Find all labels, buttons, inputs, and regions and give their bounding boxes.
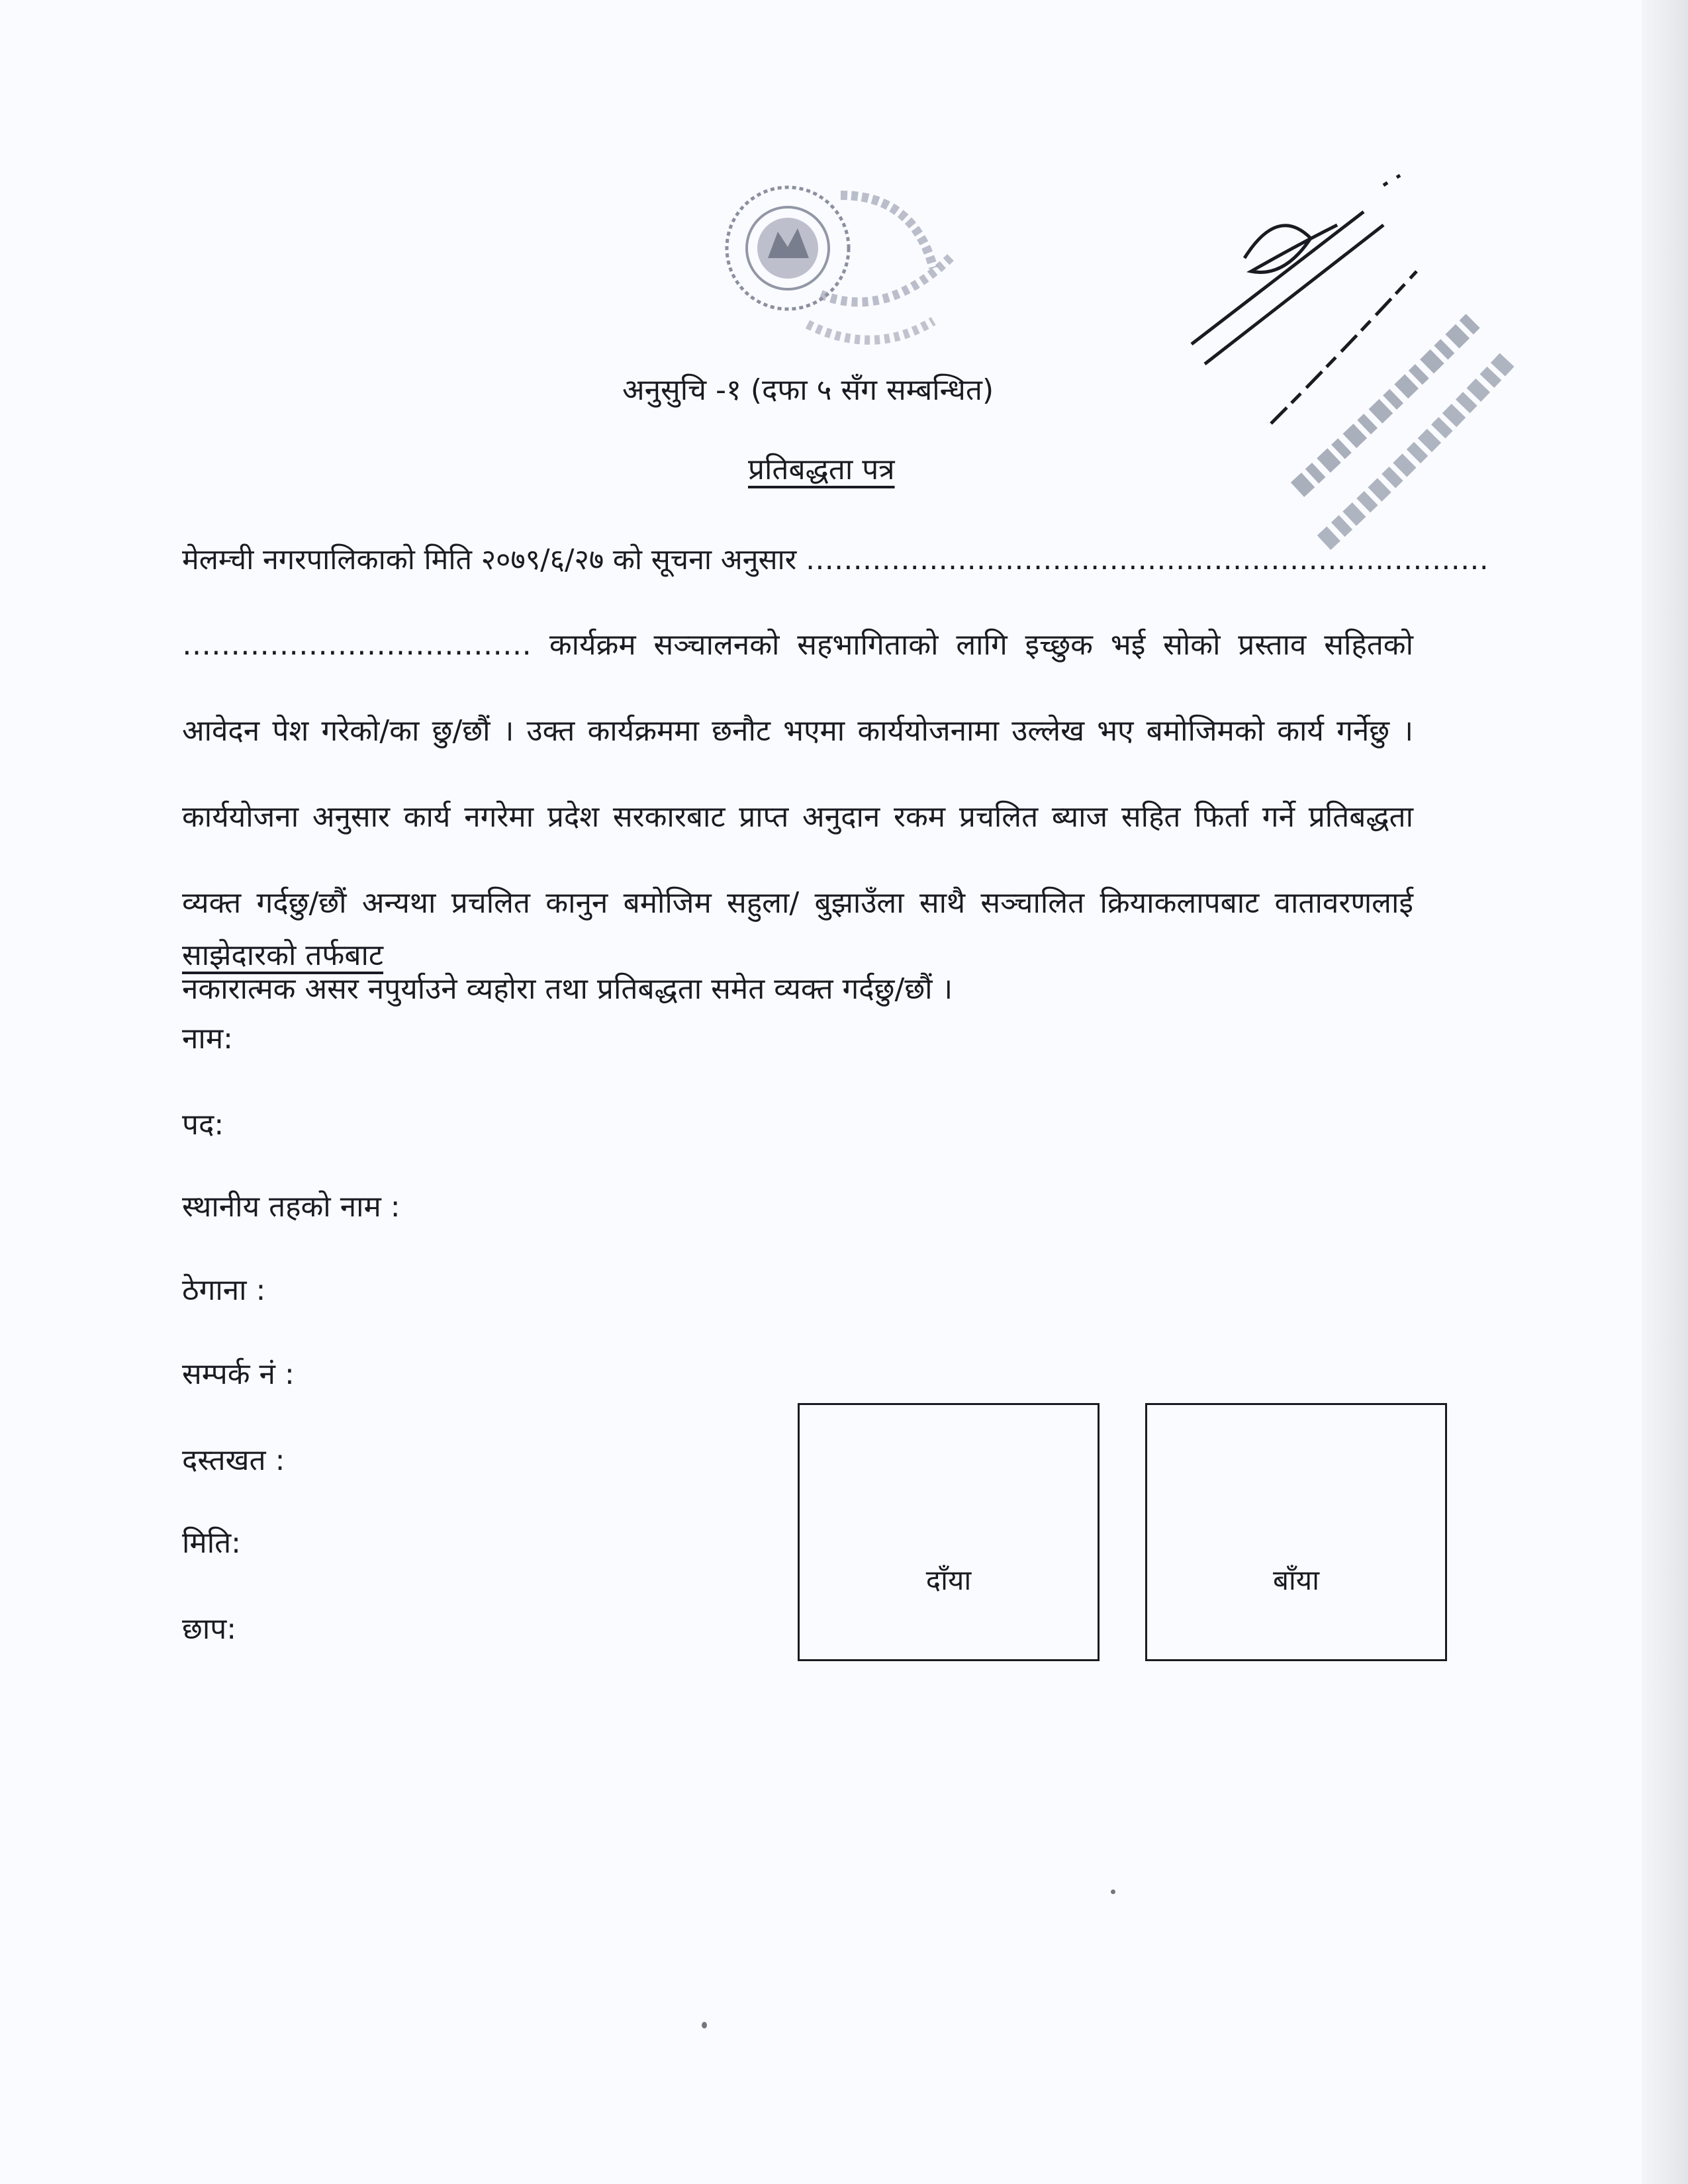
field-local-level: स्थानीय तहको नाम : (182, 1190, 400, 1224)
left-thumbprint-label: बाँया (1272, 1564, 1320, 1596)
right-thumbprint-label: दाँया (925, 1564, 972, 1596)
paper-speck (702, 2022, 707, 2028)
office-seal (695, 169, 966, 367)
right-thumbprint-box (798, 1403, 1100, 1661)
official-stamp-and-signature (1165, 146, 1536, 556)
partner-heading: साझेदारको तर्फबाट (182, 938, 384, 972)
field-seal: छाप: (182, 1612, 237, 1646)
paper-speck (1111, 1889, 1115, 1894)
field-post: पद: (182, 1108, 224, 1142)
field-date: मिति: (182, 1526, 242, 1560)
field-address: ठेगाना : (182, 1273, 266, 1307)
document-title: प्रतिबद्धता पत्र (748, 453, 895, 486)
annex-heading: अनुसुचि -१ (दफा ५ सँग सम्बन्धित) (622, 373, 994, 407)
field-name: नाम: (182, 1022, 233, 1056)
commitment-paragraph: ……………………………… कार्यक्रम सञ्चालनको सहभागिताको लागि इच्छुक भई सोको प्रस्ताव सहितको आवेदन पेश गरेको/का छु/छौं । उक्त कार्यक्रममा छनौट भएमा कार्ययोजनामा उल्लेख भए बमोजिमको कार्य गर्नेछु ।कार्ययोजना अनुसार कार्य नगरेमा प्रदेश सरकारबाट प्राप्त अनुदान रकम प्रचलित ब्याज सहित फिर्ता गर्ने प्रतिबद्धता व्यक्त गर्दछु/छौं अन्यथा प्रचलित कानुन बमोजिम सहुला/ बुझाउँला साथै सञ्चालित क्रियाकलापबाट वातावरणलाई नकारात्मक असर नपुर्याउने व्यहोरा तथा प्रतिबद्धता समेत व्यक्त गर्दछु/छौं । (182, 628, 1413, 1006)
field-contact: सम्पर्क नं : (182, 1357, 295, 1391)
field-signature: दस्तखत : (182, 1443, 285, 1477)
left-thumbprint-box (1145, 1403, 1447, 1661)
intro-line: मेलम्ची नगरपालिकाको मिति २०७९/६/२७ को सूचना अनुसार ……………………………………………………………… (182, 543, 1489, 576)
page-edge (1642, 0, 1688, 2184)
